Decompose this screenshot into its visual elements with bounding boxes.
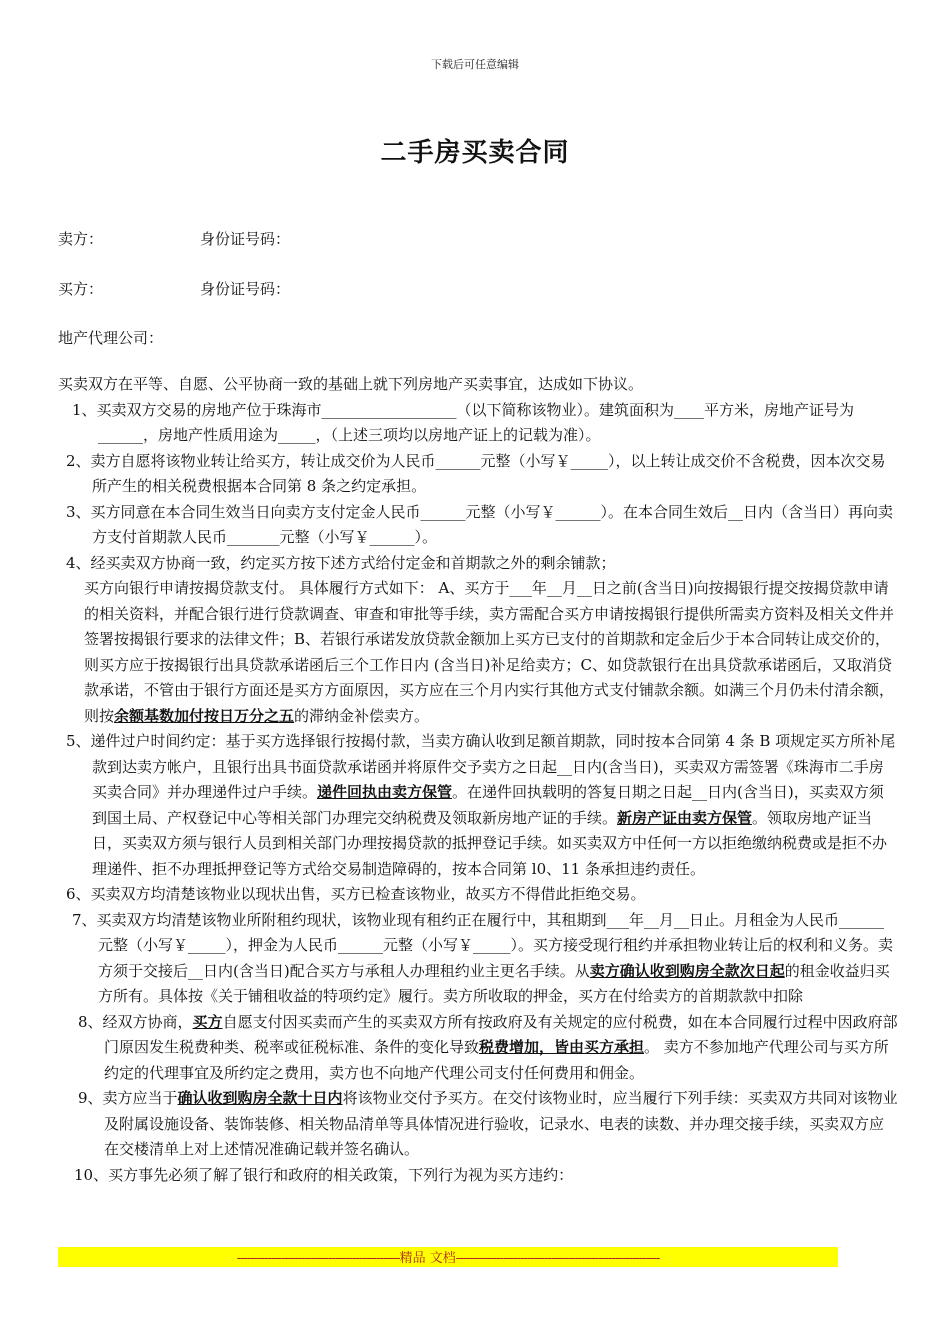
clause-2: 2、卖方自愿将该物业转让给买方，转让成交价为人民币______元整（小写￥_____），以上转让成交价不含税费，因本次交易所产生的相关税费根据本合同第 8 条之约定承担。 (66, 451, 886, 495)
clause-4-text: 买方向银行申请按揭贷款支付。 具体履行方式如下： A、买方于___年__月__日之前(含当日)向按揭银行提交按揭贷款申请的相关资料，并配合银行进行贷款调查、审查和审批等手续，卖方需配合买方申请按揭银行提供所需卖方资料及相关文件并签署按揭银行要求的法律文件；B、若银行承诺发放贷款金额加上买方已支付的首期款和定金后少于本合同转让成交价的，则买方应于按揭银行出具贷款承诺函后三个工作日内 (含当日)补足给卖方；C、如贷款银行在出具贷款承诺函后，又取消贷款承诺，不管由于银行方面还是买方方面原因，买方应在三个月内实行其他方式支付铺款余额。如满三个月仍未付清余额，则按 (84, 579, 895, 725)
clause-8 (58, 1010, 898, 1087)
buyer-id-label: 身份证号码： (200, 280, 291, 298)
intro-paragraph: 买卖双方在平等、自愿、公平协商一致的基础上就下列房地产买卖事宜，达成如下协议。 (58, 375, 644, 393)
clause-5-text-a: 5、递件过户时间约定：基于买方选择银行按揭付款，当卖方确认收到足额首期款，同时按本合同第 4 条 B 项规定买方所补尾款到达卖方帐户，且银行出具书面贷款承诺函并将原件交予卖方之日起__日内(含当日)，买卖双方需签署《珠海市二手房买卖合同》并办理递件过户手续。 (66, 732, 896, 801)
clause-8-text-a: 8、经双方协商， (78, 1012, 193, 1031)
clause-8-text-b: 自愿支付因买卖而产生的买卖双方所有按政府及有关规定的应付税费，如在本合同履行过程中因政府部门原因发生税费种类、税率或征税标准、条件的变化导致 (104, 1012, 898, 1056)
agency-line (58, 327, 163, 348)
clause-5-emphasis-1: 递件回执由卖方保管 (317, 783, 453, 801)
clause-7-text-a: 7、买卖双方均清楚该物业所附租约现状，该物业现有租约正在履行中，其租期到___年__月__日止。月租金为人民币______元整（小写￥_____），押金为人民币______元整（小写￥_____）。买方接受现行租约并承担物业转让后的权利和义务。卖方须于交接后__日内(含当日)配合买方与承租人办理租约业主更名手续。从 (72, 910, 894, 980)
clause-8-emphasis-2: 税费增加，皆由买方承担 (479, 1038, 645, 1056)
clause-8-emphasis-1: 买方 (192, 1012, 223, 1031)
buyer-line (58, 278, 291, 299)
clause-7-emphasis: 卖方确认收到购房全款次日起 (589, 961, 785, 980)
header-note: 下载后可任意编辑 (431, 58, 519, 71)
document-title: 二手房买卖合同 (380, 138, 570, 168)
clause-4-heading: 4、经买卖双方协商一致，约定买方按下述方式给付定金和首期款之外的剩余铺款； (66, 553, 616, 572)
clause-8-text-c: 。 卖方不参加地产代理公司与买方所约定的代理事宜及所约定之费用，卖方也不向地产代理公司支付任何费用和佣金。 (104, 1038, 889, 1082)
clause-7 (58, 908, 898, 1010)
footer-dashes-left: ------------------------------------------------ (236, 1251, 400, 1266)
clause-5 (58, 729, 898, 882)
footer-dashes-right: ------------------------------------------------------------ (455, 1251, 660, 1266)
clause-9 (58, 1086, 898, 1163)
clause-1: 1、买卖双方交易的房地产位于珠海市__________________（以下简称该物业）。建筑面积为____平方米，房地产证号为 ______，房地产性质用途为_____，（上述三项均以房地产证上的记载为准）。 (72, 400, 855, 444)
seller-label: 卖方： (58, 230, 104, 248)
clause-5-text-c: 。领取房地产证当日，买卖双方须与银行人员到相关部门办理按揭贷款的抵押登记手续。如买卖双方中任何一方以拒绝缴纳税费或是拒不办理递件、拒不办理抵押登记等方式给交易制造障碍的，按本合同第 l0、11 条承担违约责任。 (92, 808, 888, 878)
clause-7-text-b: 的租金收益归买方所有。具体按《关于铺租收益的特项约定》履行。卖方所收取的押金，买方在付给卖方的首期款款中扣除 (98, 961, 890, 1005)
contract-body (58, 372, 898, 1188)
clause-9-text-a: 9、卖方应当于 (78, 1089, 178, 1107)
clause-4-tail: 的滞纳金补偿卖方。 (294, 706, 430, 725)
footer-center-text: 精品 文档 (399, 1251, 456, 1266)
clause-3: 3、买方同意在本合同生效当日向卖方支付定金人民币______元整（小写￥______）。在本合同生效后__日内（含当日）再向卖方支付首期款人民币_______元整（小写￥______）。 (66, 502, 894, 546)
clause-9-text-b: 将该物业交付予买方。在交付该物业时，应当履行下列手续：买卖双方共同对该物业及附属设施设备、装饰装修、相关物品清单等具体情况进行验收，记录水、电表的读数、并办理交接手续，买卖双方应在交楼清单上对上述情况准确记载并签名确认。 (104, 1089, 898, 1158)
clause-10: 10、买方事先必须了解了银行和政府的相关政策，下列行为视为买方违约： (74, 1165, 574, 1184)
buyer-label: 买方： (58, 280, 104, 298)
seller-id-label: 身份证号码： (200, 230, 291, 248)
clause-4-body (58, 576, 898, 729)
clause-5-emphasis-2: 新房产证由卖方保管 (617, 808, 753, 827)
clause-6: 6、买卖双方均清楚该物业以现状出售，买方已检查该物业，故买方不得借此拒绝交易。 (66, 885, 646, 903)
footer-watermark-line (58, 1247, 838, 1267)
clause-4-emphasis: 余额基数加付按日万分之五 (114, 706, 295, 725)
agency-label: 地产代理公司： (58, 329, 164, 347)
clause-5-text-b: 。在递件回执载明的答复日期之日起__日内(含当日)，买卖双方须到国土局、产权登记中心等相关部门办理完交纳税费及领取新房地产证的手续。 (92, 783, 884, 827)
clause-9-emphasis: 确认收到购房全款十日内 (177, 1089, 343, 1107)
seller-line (58, 228, 291, 249)
